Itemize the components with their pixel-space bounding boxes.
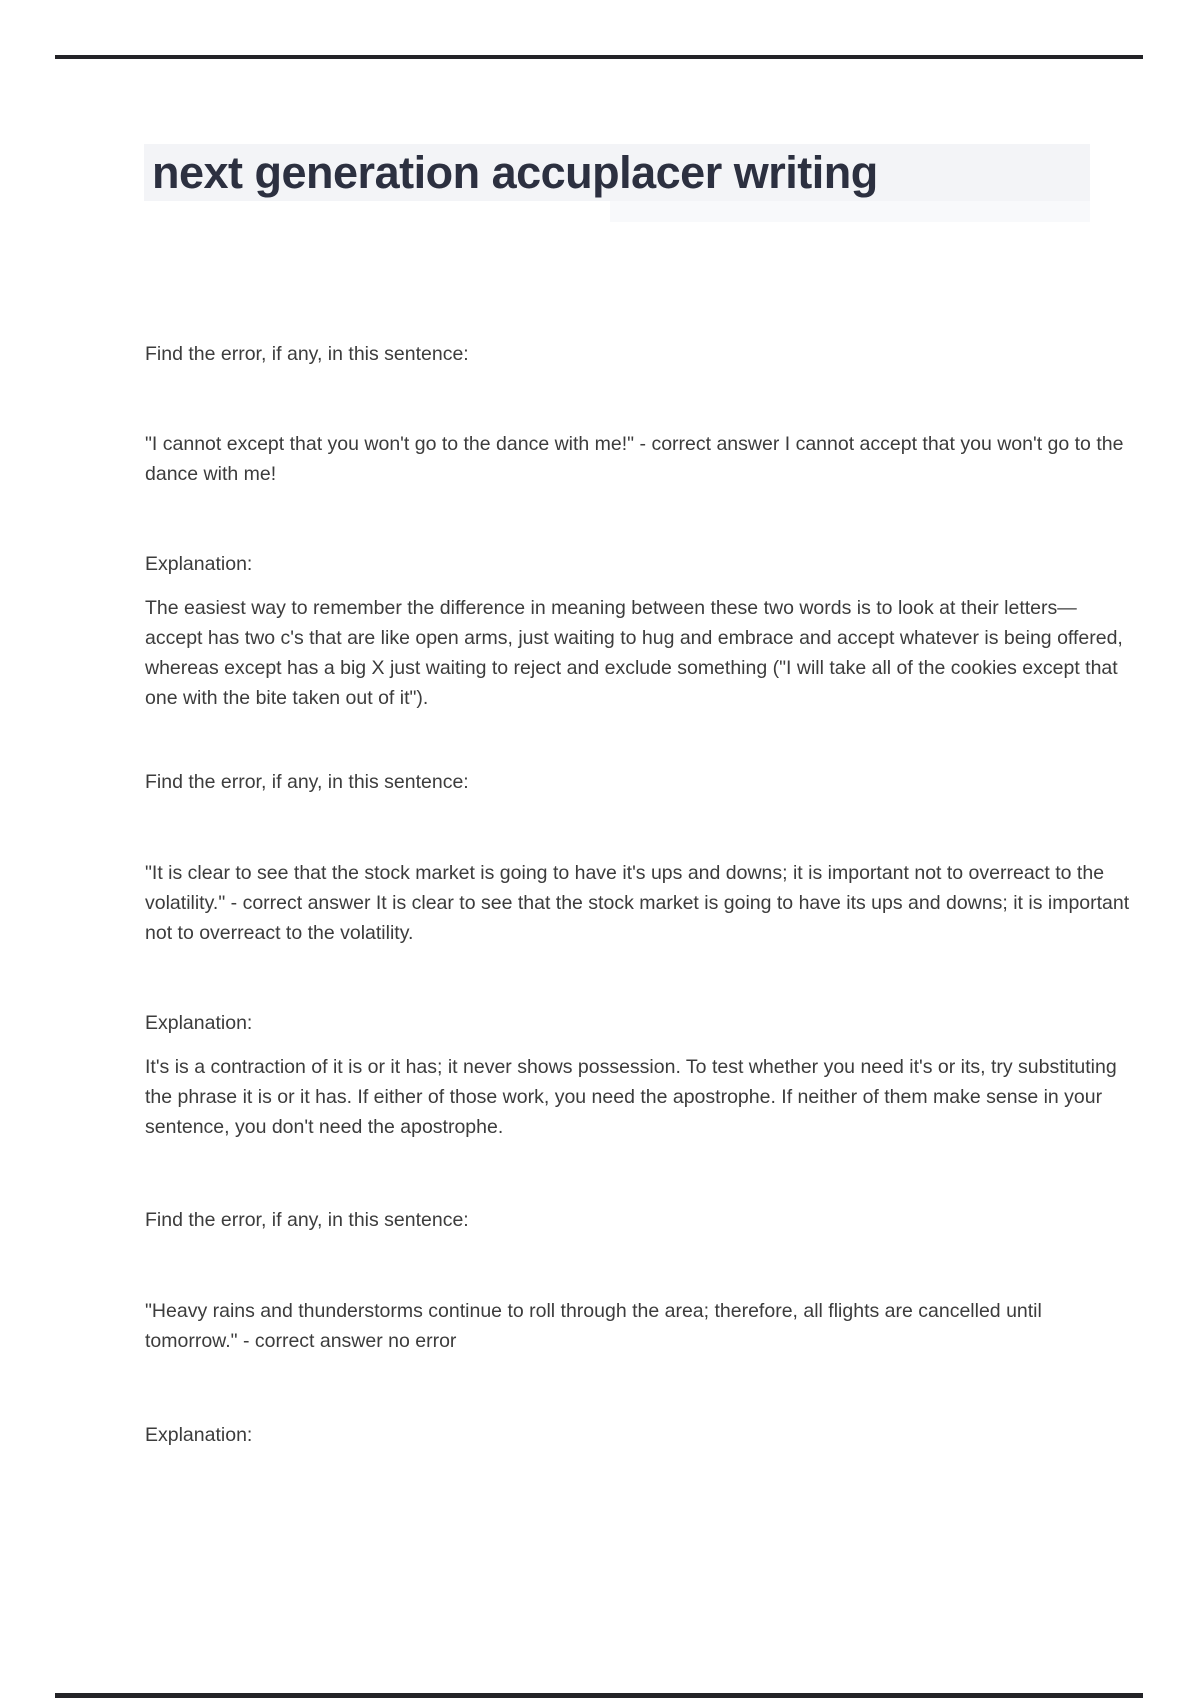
explanation-label: Explanation: [145, 1424, 253, 1446]
question-answer-text: "I cannot except that you won't go to the dance with me!" - correct answer I cannot accept that you won't go to the dance with me! [145, 433, 1124, 485]
explanation-label: Explanation: [145, 1012, 253, 1034]
question-prompt: Find the error, if any, in this sentence: [145, 343, 469, 365]
question-prompt: Find the error, if any, in this sentence: [145, 771, 469, 793]
bottom-rule [55, 1693, 1143, 1698]
question-answer-text: "Heavy rains and thunderstorms continue to roll through the area; therefore, all flights are cancelled until tomorrow." - correct answer no error [145, 1300, 1042, 1352]
question-prompt: Find the error, if any, in this sentence: [145, 1209, 469, 1231]
question-answer-text: "It is clear to see that the stock market is going to have it's ups and downs; it is important not to overreact to the volatility." - correct answer It is clear to see that the stock market is going to have its ups and downs; it is important not to overreact to the volatility. [145, 862, 1130, 944]
explanation-text: It's is a contraction of it is or it has; it never shows possession. To test whether you need it's or its, try substituting the phrase it is or it has. If either of those work, you need the apostrophe. If neither of them make sense in your sentence, you don't need the apostrophe. [145, 1056, 1117, 1138]
explanation-label: Explanation: [145, 553, 253, 575]
top-rule [55, 55, 1143, 59]
explanation-text: The easiest way to remember the difference in meaning between these two words is to look at their letters—accept has two c's that are like open arms, just waiting to hug and embrace and accept whatever is being offered, whereas except has a big X just waiting to reject and exclude something ("I will take all of the cookies except that one with the bite taken out of it"). [145, 597, 1123, 709]
title-highlight-overflow [610, 201, 1090, 222]
page-title: next generation accuplacer writing [152, 147, 878, 198]
